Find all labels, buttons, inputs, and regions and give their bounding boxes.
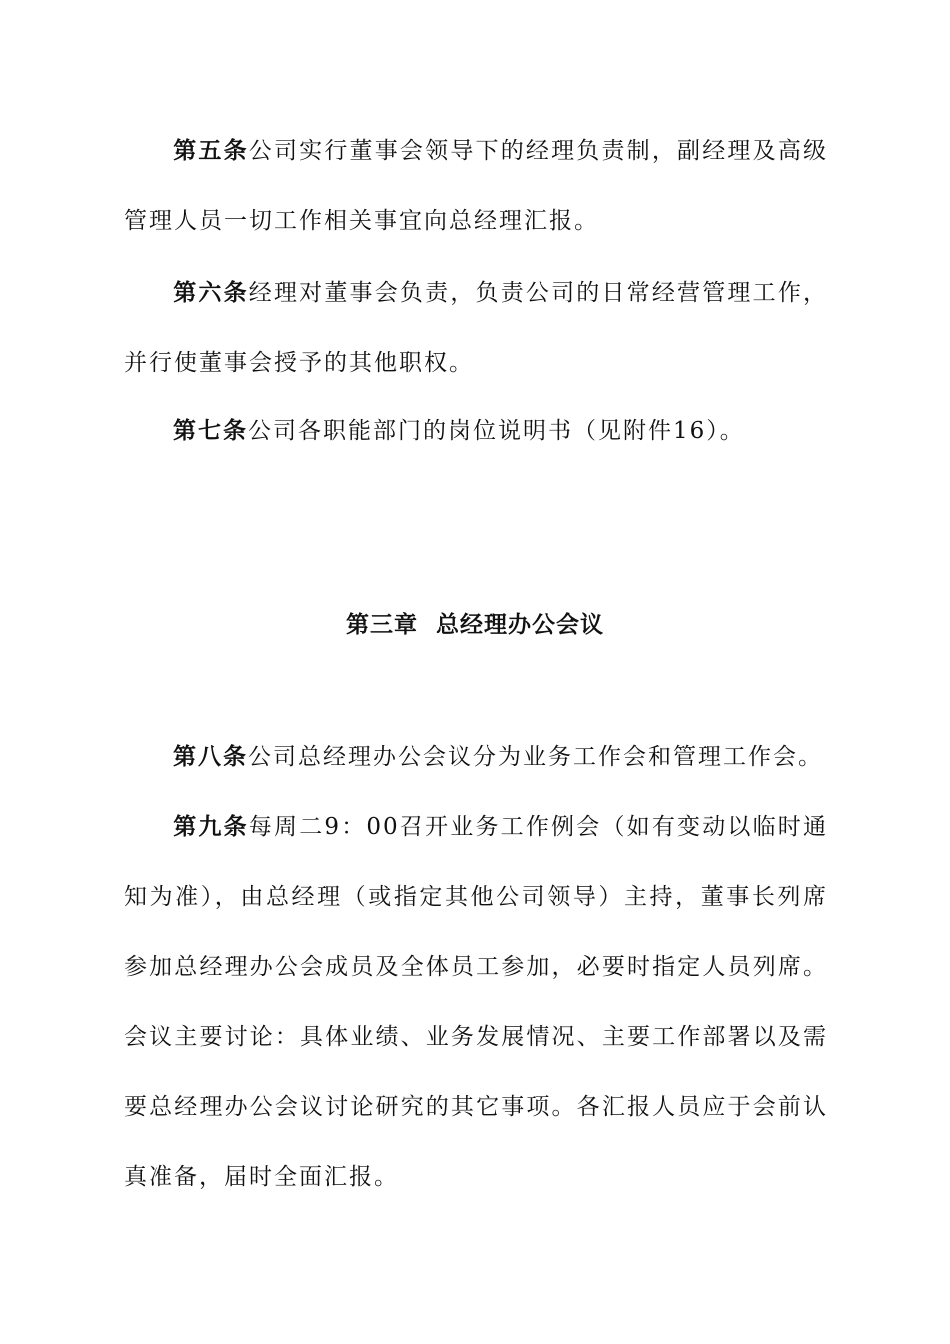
article-label: 第九条	[173, 814, 249, 840]
article-label: 第八条	[173, 744, 248, 770]
article-label: 第七条	[173, 418, 248, 444]
article-text: 每周二9：00召开业务工作例会（如有变动以临时通知为准），由总经理（或指定其他公司领导）主持，董事长列席参加总经理办公会成员及全体员工参加，必要时指定人员列席。会议主要讨论：具体业绩、业务发展情况、主要工作部署以及需要总经理办公会议讨论研究的其它事项。各汇报人员应于会前认真准备，届时全面汇报。	[124, 814, 829, 1190]
article-text: 经理对董事会负责，负责公司的日常经营管理工作，并行使董事会授予的其他职权。	[124, 280, 829, 376]
article-text: 公司实行董事会领导下的经理负责制，副经理及高级管理人员一切工作相关事宜向总经理汇报。	[124, 138, 829, 234]
article-5	[124, 116, 828, 256]
article-7	[124, 396, 828, 466]
chapter-heading: 第三章 总经理办公会议	[345, 612, 604, 638]
article-8	[124, 722, 828, 792]
article-label: 第六条	[173, 280, 249, 306]
article-text: 公司各职能部门的岗位说明书（见附件16）。	[248, 418, 745, 444]
article-text: 公司总经理办公会议分为业务工作会和管理工作会。	[248, 744, 823, 770]
article-label: 第五条	[173, 138, 249, 164]
article-9	[124, 792, 828, 1212]
article-6	[124, 258, 828, 398]
